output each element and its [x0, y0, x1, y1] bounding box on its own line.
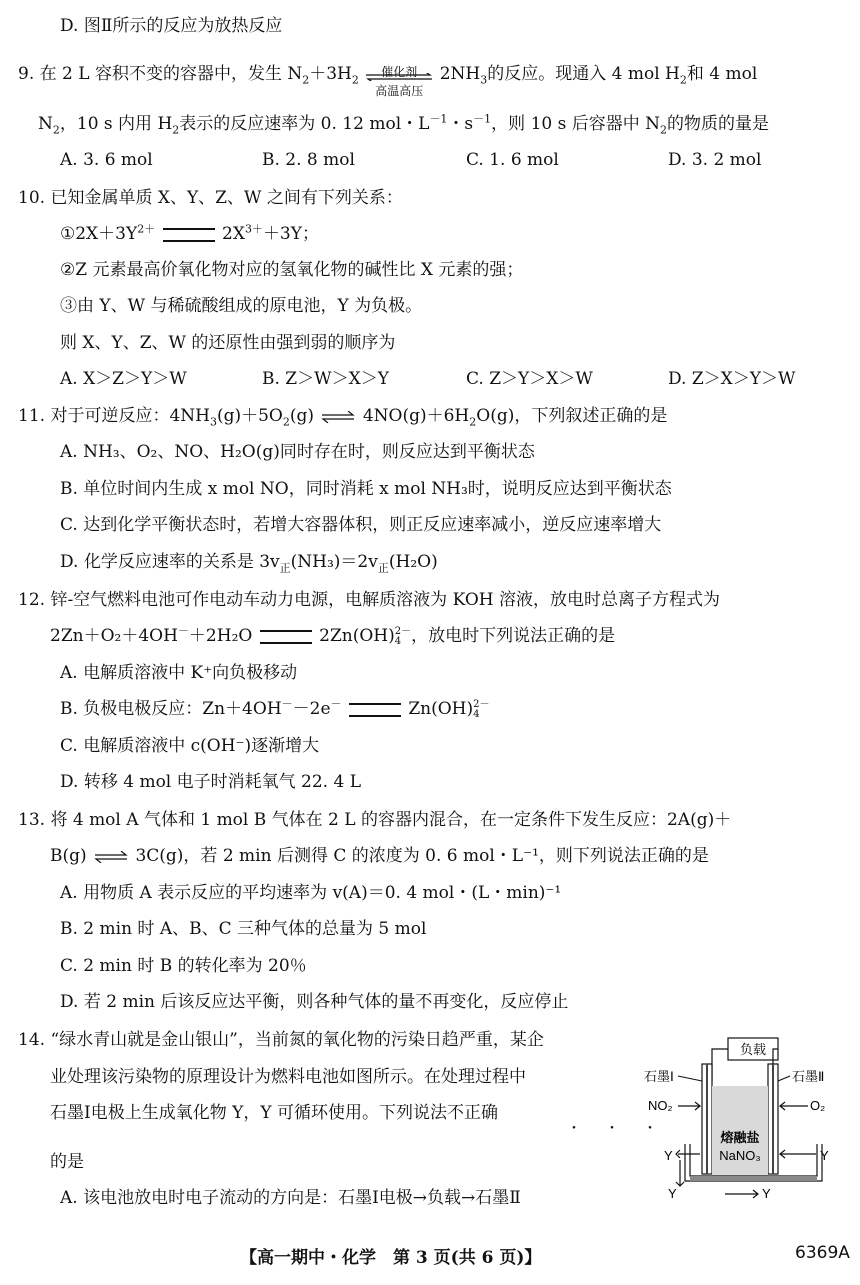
- q9-option-c[interactable]: C. 1. 6 mol: [466, 150, 559, 170]
- q13-option-d[interactable]: D. 若 2 min 后该反应达平衡，则各种气体的量不再变化，反应停止: [60, 992, 569, 1012]
- q12-option-a[interactable]: A. 电解质溶液中 K⁺向负极移动: [60, 663, 298, 683]
- y-label-left: Y: [664, 1148, 673, 1163]
- y-label-bottom-left: Y: [668, 1186, 677, 1201]
- q11-text: 4NO(g)＋6H: [362, 406, 470, 426]
- reversible-arrow-icon: [321, 411, 355, 423]
- q11-option-b[interactable]: B. 单位时间内生成 x mol NO，同时消耗 x mol NH₃时，说明反应达到平衡状态: [60, 479, 672, 499]
- q9-text: 表示的反应速率为 0. 12 mol・L: [179, 114, 430, 134]
- q9-text: ，10 s 内用 H: [59, 114, 173, 134]
- q12-text: ＋2H₂O: [188, 626, 253, 646]
- q10-relation-1: $①2X+3Y^{2+}$ $2X^{3+}+3Y$；: [60, 222, 319, 244]
- q11-stem: 11. 对于可逆反应：$4NH_3(g)+5O_2(g)$ $4NO(g)+6H_2O(g)$，下列叙述正确的是: [18, 406, 668, 429]
- q9-option-d[interactable]: D. 3. 2 mol: [668, 150, 762, 170]
- q9-text: N: [38, 114, 53, 134]
- subscript: 4: [394, 635, 402, 647]
- q12-text: －2e: [292, 699, 331, 719]
- arrow-down-icon: [676, 1160, 684, 1186]
- q12-option-c[interactable]: C. 电解质溶液中 c(OH⁻)逐渐增大: [60, 736, 320, 756]
- equals-sign-icon: [349, 703, 401, 717]
- reversible-arrow-icon: [94, 851, 128, 863]
- q9-stem-line2: $N_2$，10 s 内用 $H_2$表示的反应速率为 0. 12 mol・$L^{-1}$・$s^{-1}$，则 10 s 后容器中 $N_2$的物质的量是: [38, 112, 770, 137]
- q10-stem: 10. 已知金属单质 X、Y、Z、W 之间有下列关系：: [18, 188, 403, 208]
- q11-option-c[interactable]: C. 达到化学平衡状态时，若增大容器体积，则正反应速率减小，逆反应速率增大: [60, 515, 662, 535]
- catalyst-label: 催化剂: [381, 64, 418, 79]
- q10-text: ①2X＋3Y: [60, 224, 138, 244]
- q10-text: ＋3Y；: [262, 224, 319, 244]
- q9-text: 的反应。现通入 4 mol H: [487, 64, 680, 84]
- q9-text: ・s: [447, 114, 474, 134]
- reversible-arrow-icon: [364, 63, 434, 98]
- q13-stem-line2: [50, 844, 709, 868]
- q12-stem-line2: [50, 624, 615, 648]
- q9-option-b[interactable]: B. 2. 8 mol: [262, 150, 355, 170]
- q12-text: 2Zn(OH): [319, 626, 395, 646]
- superscript: －: [281, 697, 293, 711]
- q11-option-a[interactable]: A. NH₃、O₂、NO、H₂O(g)同时存在时，则反应达到平衡状态: [60, 442, 535, 462]
- q12-option-d[interactable]: D. 转移 4 mol 电子时消耗氧气 22. 4 L: [60, 772, 362, 792]
- subscript: 正: [377, 561, 389, 575]
- q9-text: 2NH: [439, 64, 481, 84]
- q14-stem-line1: 14. “绿水青山就是金山银山”，当前氮的氧化物的污染日趋严重，某企: [18, 1030, 544, 1050]
- q10-relation-2: ②Z 元素最高价氧化物对应的氢氧化物的碱性比 X 元素的强；: [60, 260, 524, 280]
- load-label: 负载: [739, 1042, 767, 1057]
- q8-option-d: D. 图Ⅱ所示的反应为放热反应: [60, 16, 283, 36]
- q11-option-d[interactable]: [60, 550, 438, 574]
- q9-stem-line1: 9. 在 2 L 容积不变的容器中，发生 $N_2+3H_2$ 催化剂 高温高压 $2NH_3$的反应。现通入 4 mol $H_2$和 4 mol: [18, 62, 757, 87]
- q11-text: (g): [289, 406, 315, 426]
- q13-option-b[interactable]: B. 2 min 时 A、B、C 三种气体的总量为 5 mol: [60, 919, 427, 939]
- o2-label: O₂: [810, 1098, 826, 1113]
- arrow-left-icon: [780, 1150, 816, 1158]
- q14-stem-line3: 石墨Ⅰ电极上生成氧化物 Y，Y 可循环使用。下列说法不正确: [50, 1103, 498, 1123]
- q11-text: (g)＋5O: [216, 406, 283, 426]
- q10-relation-3: ③由 Y、W 与稀硫酸组成的原电池，Y 为负极。: [60, 296, 423, 316]
- q12-text: 2Zn＋O₂＋4OH: [50, 626, 178, 646]
- q12-option-b[interactable]: [60, 697, 490, 721]
- arrow-left-icon: [676, 1150, 700, 1158]
- q9-text: 9. 在 2 L 容积不变的容器中，发生 N: [18, 64, 303, 84]
- q10-option-c[interactable]: C. Z＞Y＞X＞W: [466, 369, 593, 389]
- q13-text: 3C(g)，若 2 min 后测得 C 的浓度为 0. 6 mol・L⁻¹，则下列说法正确的是: [135, 846, 709, 866]
- y-label-bottom: Y: [762, 1186, 771, 1201]
- subscript: 4: [473, 708, 480, 720]
- q10-option-b[interactable]: B. Z＞W＞X＞Y: [262, 369, 389, 389]
- arrow-right-icon: [725, 1190, 758, 1198]
- right-electrode-label: 石墨Ⅱ: [792, 1069, 825, 1084]
- superscript: 2－: [473, 698, 490, 710]
- fuel-cell-diagram: [640, 1036, 850, 1206]
- equals-sign-icon: [260, 630, 312, 644]
- arrow-right-icon: [678, 1102, 700, 1110]
- q13-text: B(g): [50, 846, 87, 866]
- q11-text: 11. 对于可逆反应：4NH: [18, 406, 210, 426]
- superscript: 2－: [394, 625, 412, 637]
- q13-stem-line1: 13. 将 4 mol A 气体和 1 mol B 气体在 2 L 的容器内混合，在一定条件下发生反应：2A(g)＋: [18, 810, 732, 830]
- q14-option-a[interactable]: A. 该电池放电时电子流动的方向是：石墨Ⅰ电极→负载→石墨Ⅱ: [60, 1188, 521, 1208]
- equals-sign-icon: [163, 228, 215, 242]
- q13-option-a[interactable]: A. 用物质 A 表示反应的平均速率为 v(A)＝0. 4 mol・(L・min)⁻¹: [60, 883, 562, 903]
- q12-text: B. 负极电极反应：Zn＋4OH: [60, 699, 282, 719]
- q9-text: 和 4 mol: [686, 64, 758, 84]
- superscript: －: [330, 697, 342, 711]
- q14-stem-line4: 的是: [50, 1152, 84, 1172]
- salt-formula: NaNO₃: [719, 1148, 761, 1163]
- molten-salt-label: 熔融盐: [720, 1130, 760, 1145]
- q9-text: 的物质的量是: [667, 114, 770, 134]
- q10-ask: 则 X、Y、Z、W 的还原性由强到弱的顺序为: [60, 333, 396, 353]
- q9-text: ，则 10 s 后容器中 N: [491, 114, 661, 134]
- footer-code: 6369A: [795, 1243, 850, 1263]
- left-electrode-label: 石墨Ⅰ: [644, 1069, 674, 1084]
- arrow-left-icon: [780, 1102, 808, 1110]
- q9-option-a[interactable]: A. 3. 6 mol: [60, 150, 153, 170]
- q10-text: 2X: [222, 224, 245, 244]
- superscript: －: [177, 624, 189, 638]
- q10-option-a[interactable]: A. X＞Z＞Y＞W: [60, 369, 187, 389]
- emphasis-dots: ・・・: [567, 1121, 681, 1137]
- q12-text: ，放电时下列说法正确的是: [411, 626, 616, 646]
- q13-option-c[interactable]: C. 2 min 时 B 的转化率为 20％: [60, 956, 307, 976]
- q9-text: ＋3H: [309, 64, 352, 84]
- condition-label: 高温高压: [375, 83, 424, 98]
- q11-text: (H₂O): [388, 552, 438, 572]
- q12-stem-line1: 12. 锌-空气燃料电池可作电动车动力电源，电解质溶液为 KOH 溶液，放电时总离子方程式为: [18, 590, 720, 610]
- q11-text: D. 化学反应速率的关系是 3v: [60, 552, 280, 572]
- y-label-right: Y: [820, 1148, 829, 1163]
- q11-text: (NH₃)＝2v: [290, 552, 378, 572]
- q11-text: O(g)，下列叙述正确的是: [476, 406, 668, 426]
- q10-option-d[interactable]: D. Z＞X＞Y＞W: [668, 369, 796, 389]
- subscript: 正: [279, 561, 291, 575]
- footer-title: 【高一期中・化学 第 3 页(共 6 页)】: [240, 1248, 542, 1268]
- q12-text: Zn(OH): [408, 699, 474, 719]
- no2-label: NO₂: [648, 1098, 673, 1113]
- q14-stem-line2: 业处理该污染物的原理设计为燃料电池如图所示。在处理过程中: [50, 1067, 526, 1087]
